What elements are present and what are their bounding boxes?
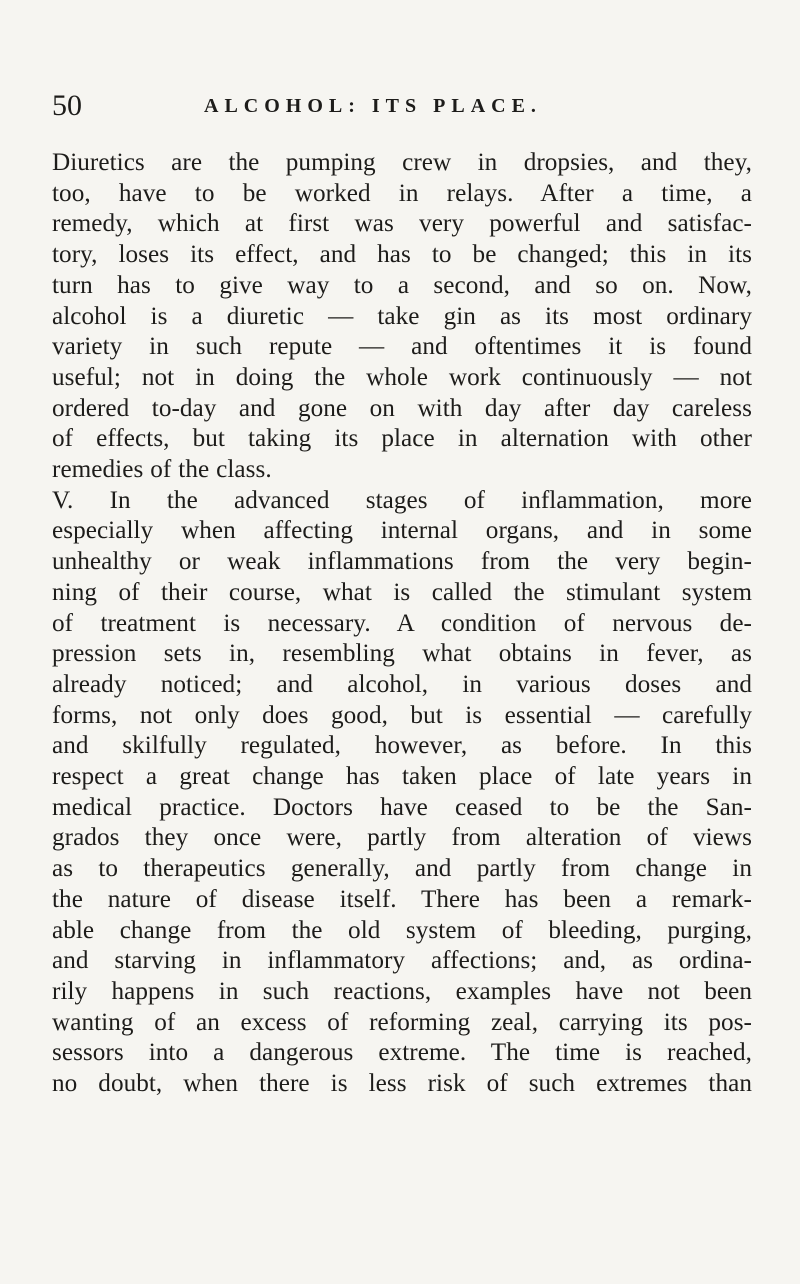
text-line: ordered to-day and gone on with day after day careless xyxy=(52,394,752,422)
body-text xyxy=(52,148,752,1100)
text-line: V. In the advanced stages of inflammation, more xyxy=(52,486,752,514)
page-number: 50 xyxy=(52,89,82,122)
running-head xyxy=(52,86,752,126)
text-line: of effects, but taking its place in alternation with other xyxy=(52,425,752,453)
text-line: rily happens in such reactions, examples have not been xyxy=(52,977,752,1005)
text-line: wanting of an excess of reforming zeal, carrying its pos- xyxy=(52,1008,752,1036)
text-line: Diuretics are the pumping crew in dropsies, and they, xyxy=(52,149,752,176)
text-line: able change from the old system of bleeding, purging, xyxy=(52,916,752,944)
running-title: ALCOHOL: ITS PLACE. xyxy=(204,95,542,117)
text-line: the nature of disease itself. There has been a remark- xyxy=(52,885,752,913)
text-line: remedies of the class. xyxy=(52,456,272,484)
text-line: medical practice. Doctors have ceased to be the San- xyxy=(52,793,752,821)
text-line: turn has to give way to a second, and so on. Now, xyxy=(52,271,752,299)
text-line: sessors into a dangerous extreme. The time is reached, xyxy=(52,1039,752,1067)
text-line: pression sets in, resembling what obtains in fever, as xyxy=(52,640,752,668)
text-line: tory, loses its effect, and has to be changed; this in its xyxy=(52,241,752,269)
text-line: especially when affecting internal organs, and in some xyxy=(52,517,752,545)
text-line: alcohol is a diuretic — take gin as its most ordinary xyxy=(52,302,752,330)
text-line: respect a great change has taken place of late years in xyxy=(52,763,752,791)
text-line: ning of their course, what is called the stimulant system xyxy=(52,578,752,606)
book-page xyxy=(52,86,752,1100)
text-line: variety in such repute — and oftentimes it is found xyxy=(52,333,752,361)
text-line: as to therapeutics generally, and partly from change in xyxy=(52,855,752,883)
text-line: forms, not only does good, but is essential — carefully xyxy=(52,701,752,729)
text-line: and skilfully regulated, however, as before. In this xyxy=(52,732,752,760)
text-line: grados they once were, partly from alteration of views xyxy=(52,824,752,852)
text-line: remedy, which at first was very powerful and satisfac- xyxy=(52,210,752,238)
text-line: too, have to be worked in relays. After a time, a xyxy=(52,179,752,207)
text-line: useful; not in doing the whole work continuously — not xyxy=(52,363,752,391)
text-line: of treatment is necessary. A condition of nervous de- xyxy=(52,609,752,637)
text-line: unhealthy or weak inflammations from the very begin- xyxy=(52,548,752,576)
text-line: no doubt, when there is less risk of such extremes than xyxy=(52,1070,752,1098)
text-line: already noticed; and alcohol, in various doses and xyxy=(52,670,752,698)
text-line: and starving in inflammatory affections; and, as ordina- xyxy=(52,947,752,975)
